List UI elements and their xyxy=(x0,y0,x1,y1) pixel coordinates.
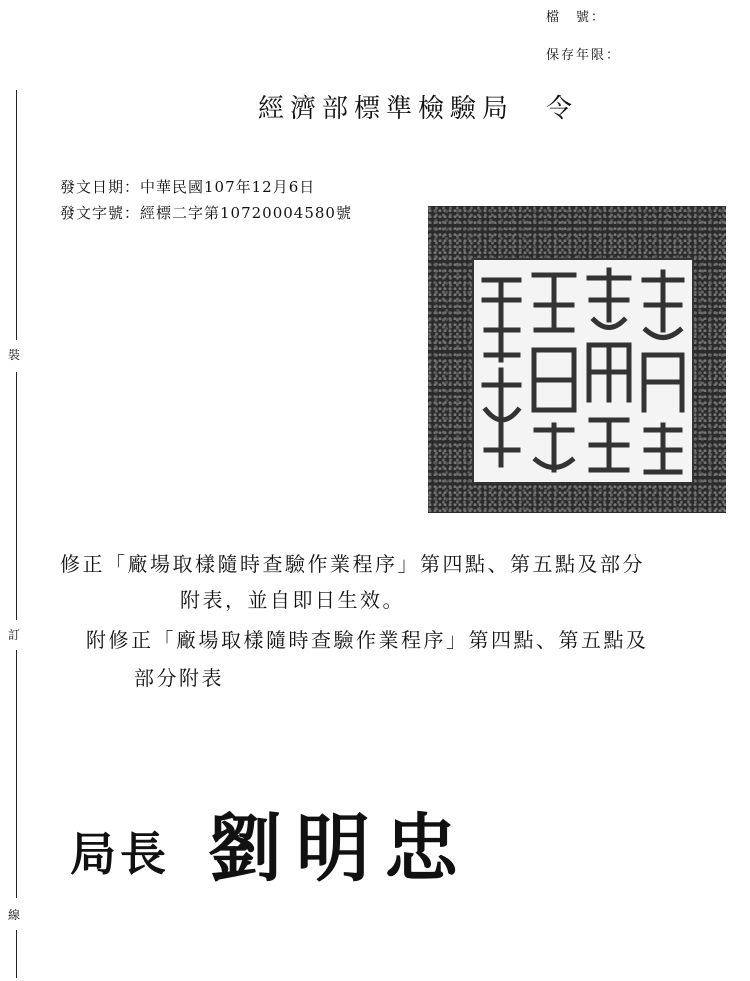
official-seal xyxy=(428,206,726,513)
seal-face xyxy=(472,258,694,484)
issue-date: 發文日期：中華民國107年12月6日 xyxy=(60,178,316,196)
issue-number: 發文字號：經標二字第10720004580號 xyxy=(60,204,352,222)
binding-rule-lower xyxy=(16,650,17,898)
body-paragraph-2-line-2: 部分附表 xyxy=(134,666,224,690)
binding-rule-top xyxy=(16,90,17,340)
signatory-name: 劉明忠 xyxy=(208,806,472,892)
binding-char-xian: 線 xyxy=(8,908,21,922)
file-number-label: 檔 號： xyxy=(546,10,607,25)
binding-rule-bottom xyxy=(16,930,17,978)
seal-script-glyphs xyxy=(474,260,692,482)
body-paragraph-1-line-1: 修正「廠場取樣隨時查驗作業程序」第四點、第五點及部分 xyxy=(60,552,645,576)
signatory-title: 局長 xyxy=(70,827,170,881)
binding-char-ding: 訂 xyxy=(8,628,21,642)
retention-period-label: 保存年限： xyxy=(546,48,622,63)
body-paragraph-1-line-2: 附表，並自即日生效。 xyxy=(180,588,405,612)
document-title: 經濟部標準檢驗局 令 xyxy=(258,94,579,124)
binding-rule-middle xyxy=(16,372,17,620)
binding-char-zhuang: 裝 xyxy=(8,348,21,362)
body-paragraph-2-line-1: 附修正「廠場取樣隨時查驗作業程序」第四點、第五點及 xyxy=(86,628,649,652)
